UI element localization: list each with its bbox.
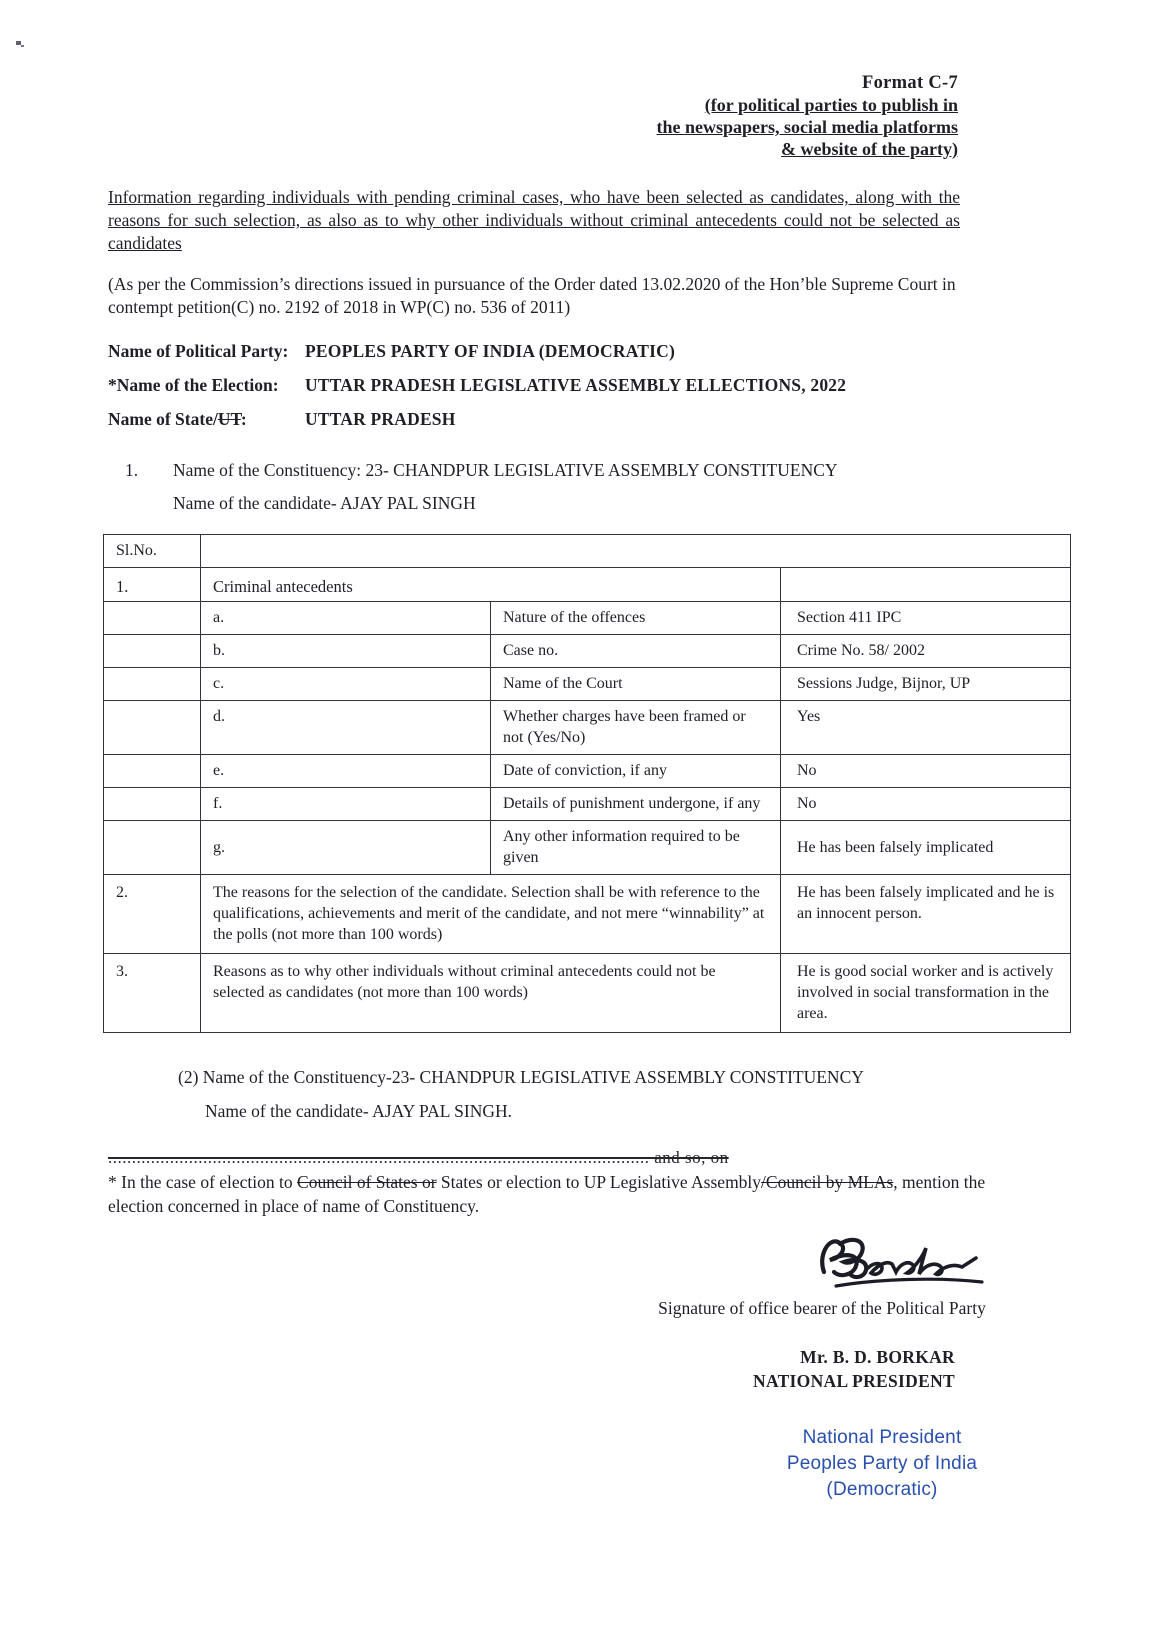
format-subtitle-line: & website of the party) <box>781 139 958 159</box>
intro-paragraph: Information regarding individuals with pending criminal cases, who have been selected as candidates, along with the reasons for such selection, as also as to why other individuals without criminal antecedents could not be selected as candidates <box>108 187 960 253</box>
signature-image <box>810 1232 1006 1296</box>
cell-value: Yes <box>781 701 1071 755</box>
footnote-paragraph: * In the case of election to Council of States or States or election to UP Legislative Assembly/Council by MLAs, mention the election concerned in place of name of Constituency. <box>108 1172 986 1216</box>
cell-value: Section 411 IPC <box>781 602 1071 635</box>
cell-value: He has been falsely implicated <box>781 821 1071 875</box>
cell-letter: g. <box>201 821 491 875</box>
cell-empty <box>104 668 201 701</box>
cell-number: 3. <box>104 954 201 1033</box>
table-row <box>104 875 1071 954</box>
table-row <box>104 821 1071 875</box>
cell-label: The reasons for the selection of the candidate. Selection shall be with reference to the qualifications, achievements and merit of the candidate, and not mere “winnability” at the polls (not more than 100 words) <box>201 875 781 954</box>
field-row-party <box>108 341 1172 362</box>
field-label: Name of State/UT: <box>108 409 247 429</box>
cell-empty <box>201 535 1071 568</box>
field-row-election <box>108 375 1172 396</box>
field-value: UTTAR PRADESH <box>305 409 456 429</box>
cell-empty <box>104 821 201 875</box>
format-header <box>0 0 958 160</box>
stamp-line: National President <box>802 1427 962 1448</box>
struck-text: /Council by MLAs <box>761 1172 894 1192</box>
cell-label: Whether charges have been framed or not (Yes/No) <box>491 701 781 755</box>
cell-empty <box>104 788 201 821</box>
constituency-section-2 <box>178 1067 1172 1122</box>
cell-label: Case no. <box>491 635 781 668</box>
table-row <box>104 788 1071 821</box>
officer-block <box>625 1345 955 1393</box>
field-value: UTTAR PRADESH LEGISLATIVE ASSEMBLY ELLECTIONS, 2022 <box>305 375 847 395</box>
cell-label: Any other information required to be given <box>491 821 781 875</box>
field-row-state <box>108 409 1172 430</box>
table-row <box>104 568 1071 602</box>
struck-text: Council of States or <box>297 1172 437 1192</box>
cell-number: 2. <box>104 875 201 954</box>
cell-value: Crime No. 58/ 2002 <box>781 635 1071 668</box>
officer-name: Mr. B. D. BORKAR <box>800 1347 955 1367</box>
cell-label: Details of punishment undergone, if any <box>491 788 781 821</box>
stamp-line: Peoples Party of India <box>786 1453 978 1474</box>
cell-letter: a. <box>201 602 491 635</box>
cell-letter: f. <box>201 788 491 821</box>
table-row <box>104 635 1071 668</box>
cell-value: No <box>781 788 1071 821</box>
cell-slno-header: Sl.No. <box>104 535 201 568</box>
constituency-line: Name of the Constituency: 23- CHANDPUR LEGISLATIVE ASSEMBLY CONSTITUENCY <box>173 460 838 480</box>
cell-value: No <box>781 755 1071 788</box>
candidate-line: Name of the candidate- AJAY PAL SINGH <box>173 493 476 513</box>
commission-directions-paragraph: (As per the Commission’s directions issued in pursuance of the Order dated 13.02.2020 of the Hon’ble Supreme Court in contempt petition(C) no. 2192 of 2018 in WP(C) no. 536 of 2011) <box>108 274 956 317</box>
cell-value: He has been falsely implicated and he is an innocent person. <box>781 875 1071 954</box>
struck-text: and so, on <box>649 1148 729 1167</box>
cell-value: He is good social worker and is actively involved in social transformation in the area. <box>781 954 1071 1033</box>
list-number: 1. <box>125 460 139 480</box>
cell-empty <box>104 755 201 788</box>
stamp-line: (Democratic) <box>826 1479 938 1500</box>
dotted-leader: .................................................................................................................. <box>108 1148 650 1167</box>
cell-empty <box>104 602 201 635</box>
cell-value <box>781 568 1071 602</box>
table-header-row <box>104 535 1071 568</box>
cell-label: Name of the Court <box>491 668 781 701</box>
struck-text: UT <box>217 409 241 429</box>
field-label: *Name of the Election: <box>108 375 279 395</box>
format-subtitle-line: (for political parties to publish in <box>704 95 958 115</box>
cell-empty <box>104 701 201 755</box>
scan-artifact-mark <box>16 41 21 45</box>
table-row <box>104 755 1071 788</box>
field-value: PEOPLES PARTY OF INDIA (DEMOCRATIC) <box>305 341 676 361</box>
table-row <box>104 668 1071 701</box>
cell-number: 1. <box>104 568 201 602</box>
field-label: Name of Political Party: <box>108 341 289 361</box>
party-fields <box>108 341 1172 430</box>
cell-label: Date of conviction, if any <box>491 755 781 788</box>
antecedents-table <box>103 534 1071 1033</box>
format-label: Format C-7 <box>862 73 958 93</box>
constituency-line: (2) Name of the Constituency-23- CHANDPUR LEGISLATIVE ASSEMBLY CONSTITUENCY <box>178 1067 864 1087</box>
officer-title: NATIONAL PRESIDENT <box>753 1371 955 1391</box>
constituency-section-1 <box>125 460 1172 514</box>
format-subtitle-line: the newspapers, social media platforms <box>656 117 958 137</box>
continuation-line <box>108 1148 1172 1168</box>
table-row <box>104 954 1071 1033</box>
table-row <box>104 701 1071 755</box>
cell-value: Sessions Judge, Bijnor, UP <box>781 668 1071 701</box>
cell-label: Reasons as to why other individuals without criminal antecedents could not be selected as candidates (not more than 100 words) <box>201 954 781 1033</box>
candidate-line: Name of the candidate- AJAY PAL SINGH. <box>205 1101 513 1121</box>
cell-empty <box>104 635 201 668</box>
cell-letter: c. <box>201 668 491 701</box>
party-stamp <box>732 1425 1032 1503</box>
signature-caption: Signature of office bearer of the Political Party <box>658 1298 986 1318</box>
cell-letter: d. <box>201 701 491 755</box>
table-row <box>104 602 1071 635</box>
cell-label: Nature of the offences <box>491 602 781 635</box>
cell-letter: e. <box>201 755 491 788</box>
cell-letter: b. <box>201 635 491 668</box>
cell-label: Criminal antecedents <box>201 568 781 602</box>
